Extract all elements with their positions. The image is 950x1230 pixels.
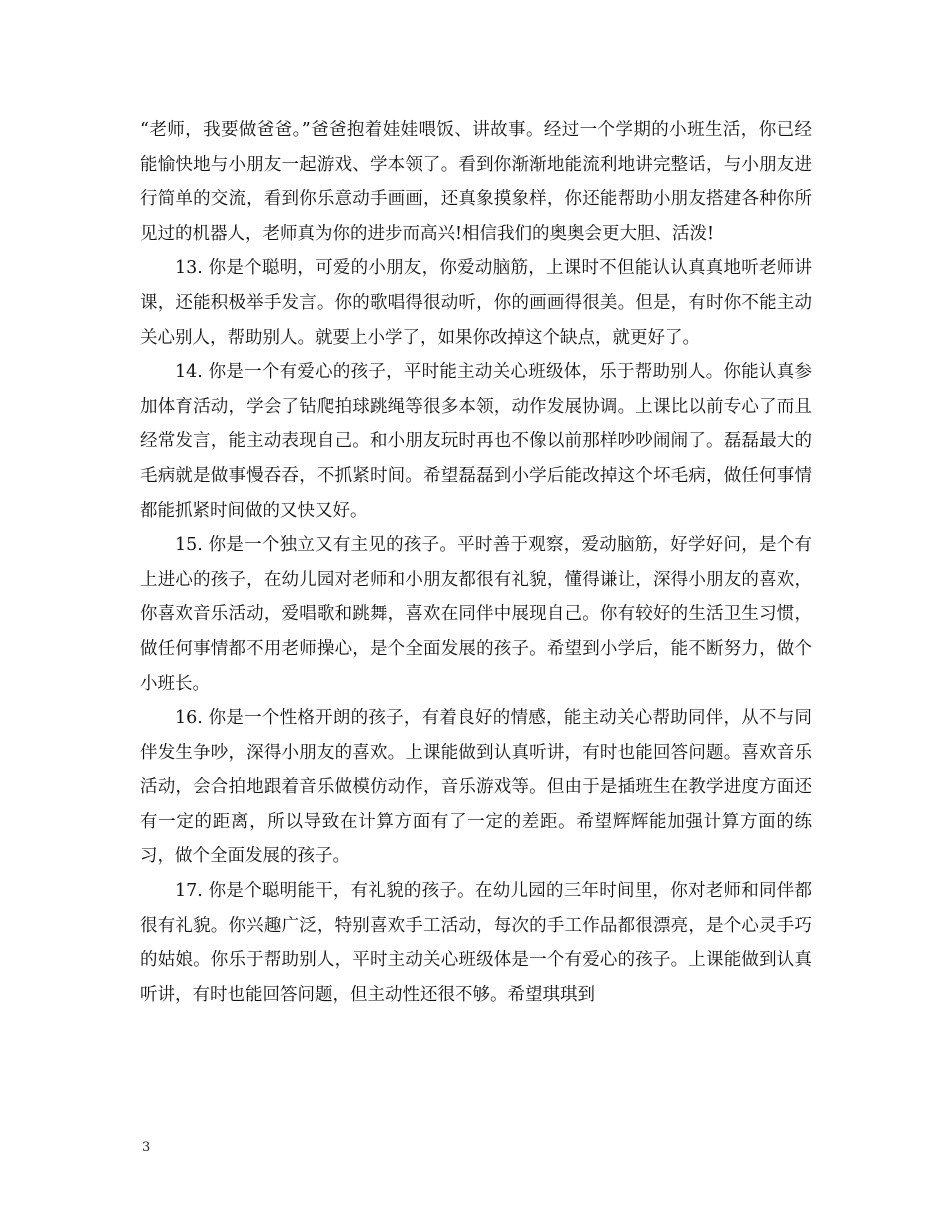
page-number: 3 — [142, 1140, 151, 1155]
paragraph-item-13: 13. 你是个聪明，可爱的小朋友，你爱动脑筋，上课时不但能认认真真地听老师讲课，还能积极举手发言。你的歌唱得很动听，你的画画得很美。但是，有时你不能主动关心别人，帮助别人。就要上小学了，如果你改掉这个缺点，就更好了。 — [140, 258, 812, 348]
paragraph-item-17: 17. 你是个聪明能干，有礼貌的孩子。在幼儿园的三年时间里，你对老师和同伴都很有礼貌。你兴趣广泛，特别喜欢手工活动，每次的手工作品都很漂亮，是个心灵手巧的姑娘。你乐于帮助别人，平时主动关心班级体是一个有爱心的孩子。上课能做到认真听讲，有时也能回答问题，但主动性还很不够。希望琪琪到 — [140, 881, 812, 1005]
paragraph-item-14: 14. 你是一个有爱心的孩子，平时能主动关心班级体，乐于帮助别人。你能认真参加体育活动，学会了钻爬拍球跳绳等很多本领，动作发展协调。上课比以前专心了而且经常发言，能主动表现自己。和小朋友玩时再也不像以前那样吵吵闹闹了。磊磊最大的毛病就是做事慢吞吞，不抓紧时间。希望磊磊到小学后能改掉这个坏毛病，做任何事情都能抓紧时间做的又快又好。 — [140, 362, 812, 521]
document-body — [140, 113, 812, 1012]
paragraph-item-16: 16. 你是一个性格开朗的孩子，有着良好的情感，能主动关心帮助同伴，从不与同伴发生争吵，深得小朋友的喜欢。上课能做到认真听讲，有时也能回答问题。喜欢音乐活动，会合拍地跟着音乐做模仿动作，音乐游戏等。但由于是插班生在教学进度方面还有一定的距离，所以导致在计算方面有了一定的差距。希望辉辉能加强计算方面的练习，做个全面发展的孩子。 — [140, 708, 812, 867]
paragraph-item-15: 15. 你是一个独立又有主见的孩子。平时善于观察，爱动脑筋，好学好问，是个有上进心的孩子，在幼儿园对老师和小朋友都很有礼貌，懂得谦让，深得小朋友的喜欢，你喜欢音乐活动，爱唱歌和跳舞，喜欢在同伴中展现自己。你有较好的生活卫生习惯，做任何事情都不用老师操心，是个全面发展的孩子。希望到小学后，能不断努力，做个小班长。 — [140, 535, 812, 694]
paragraph-continuation: “老师，我要做爸爸。”爸爸抱着娃娃喂饭、讲故事。经过一个学期的小班生活，你已经能愉快地与小朋友一起游戏、学本领了。看到你渐渐地能流利地讲完整话，与小朋友进行简单的交流，看到你乐意动手画画，还真象摸象样，你还能帮助小朋友搭建各种你所见过的机器人，老师真为你的进步而高兴!相信我们的奥奥会更大胆、活泼! — [140, 120, 812, 244]
